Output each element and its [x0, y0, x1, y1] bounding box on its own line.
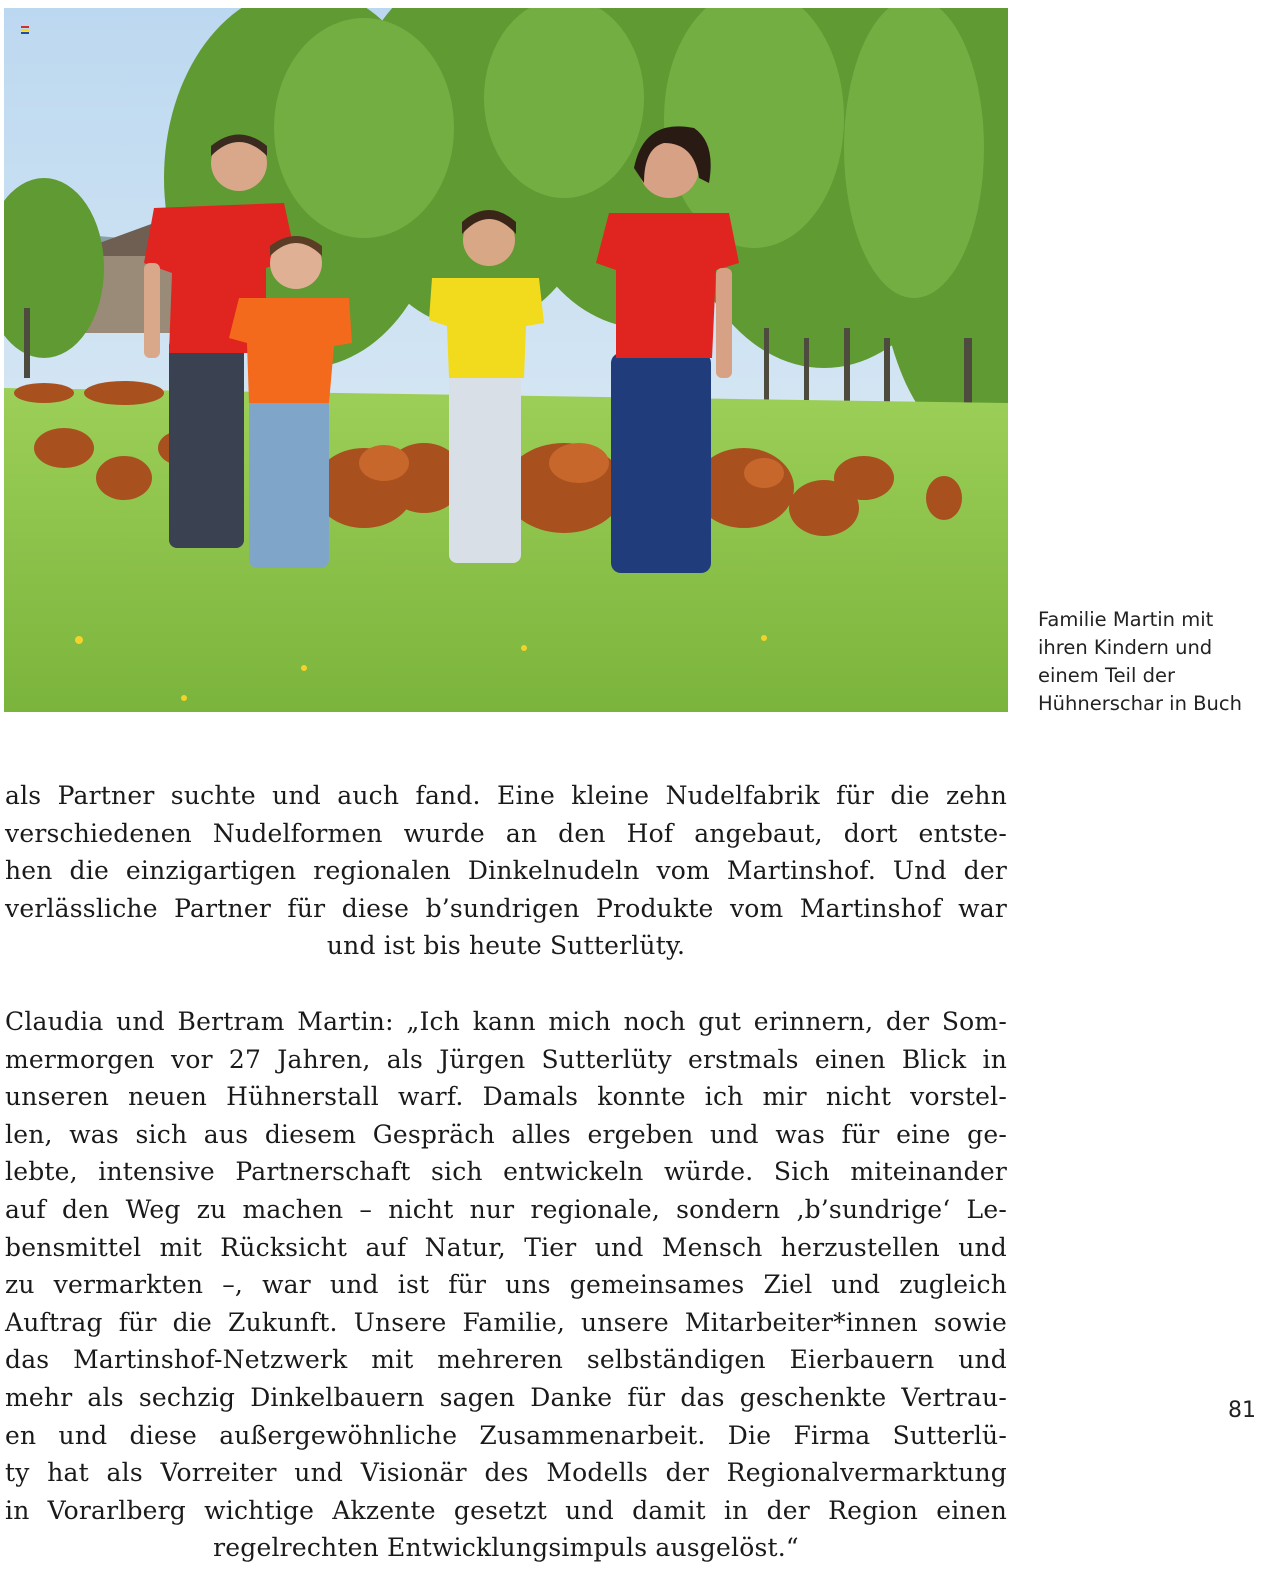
paragraph-2: [5, 1003, 1007, 1567]
text-line: Auftrag für die Zukunft. Unsere Familie, unsere Mitarbeiter*innen sowie: [5, 1307, 1007, 1337]
family-photo: [4, 8, 1008, 712]
text-line: mermorgen vor 27 Jahren, als Jürgen Sutterlüty erstmals einen Blick in: [5, 1044, 1007, 1074]
caption-line: ihren Kindern und: [1038, 636, 1213, 659]
text-line: in Vorarlberg wichtige Akzente gesetzt und damit in der Region einen: [5, 1495, 1007, 1525]
text-line: verlässliche Partner für diese b’sundrigen Produkte vom Martinshof war: [5, 893, 1007, 923]
text-line: unseren neuen Hühnerstall warf. Damals konnte ich mir nicht vorstel-: [5, 1082, 1007, 1112]
text-line: Claudia und Bertram Martin: „Ich kann mich noch gut erinnern, der Som-: [5, 1007, 1007, 1036]
text-line: lebte, intensive Partnerschaft sich entwickeln würde. Sich miteinander: [5, 1157, 1007, 1187]
photo-illustration: [4, 8, 1008, 712]
text-line: auf den Weg zu machen – nicht nur regionale, sondern ‚b’sundrige‘ Le-: [5, 1194, 1007, 1224]
text-line: als Partner suchte und auch fand. Eine kleine Nudelfabrik für die zehn: [5, 781, 1007, 810]
text-line: verschiedenen Nudelformen wurde an den Hof angebaut, dort entste-: [5, 818, 1007, 848]
caption-line: Hühnerschar in Buch: [1038, 692, 1242, 715]
text-line: bensmittel mit Rücksicht auf Natur, Tier und Mensch herzustellen und: [5, 1232, 1007, 1262]
text-line: regelrechten Entwicklungsimpuls ausgelöst.“: [213, 1533, 799, 1563]
text-line: und ist bis heute Sutterlüty.: [326, 931, 686, 961]
text-line: len, was sich aus diesem Gespräch alles ergeben und was für eine ge-: [5, 1119, 1007, 1149]
text-line: das Martinshof-Netzwerk mit mehreren selbständigen Eierbauern und: [5, 1345, 1007, 1375]
text-line: ty hat als Vorreiter und Visionär des Modells der Regionalvermarktung: [5, 1458, 1007, 1488]
flag-mark: [21, 26, 29, 35]
photo-caption: [1038, 606, 1274, 718]
text-line: zu vermarkten –, war und ist für uns gemeinsames Ziel und zugleich: [5, 1270, 1007, 1300]
text-line: mehr als sechzig Dinkelbauern sagen Danke für das geschenkte Vertrau-: [5, 1382, 1007, 1412]
text-line: hen die einzigartigen regionalen Dinkelnudeln vom Martinshof. Und der: [5, 856, 1007, 886]
caption-line: einem Teil der: [1038, 664, 1175, 687]
paragraph-1: [5, 777, 1007, 965]
text-line: en und diese außergewöhnliche Zusammenarbeit. Die Firma Sutterlü-: [5, 1420, 1007, 1450]
page-number: 81: [1228, 1398, 1256, 1423]
caption-line: Familie Martin mit: [1038, 608, 1214, 631]
